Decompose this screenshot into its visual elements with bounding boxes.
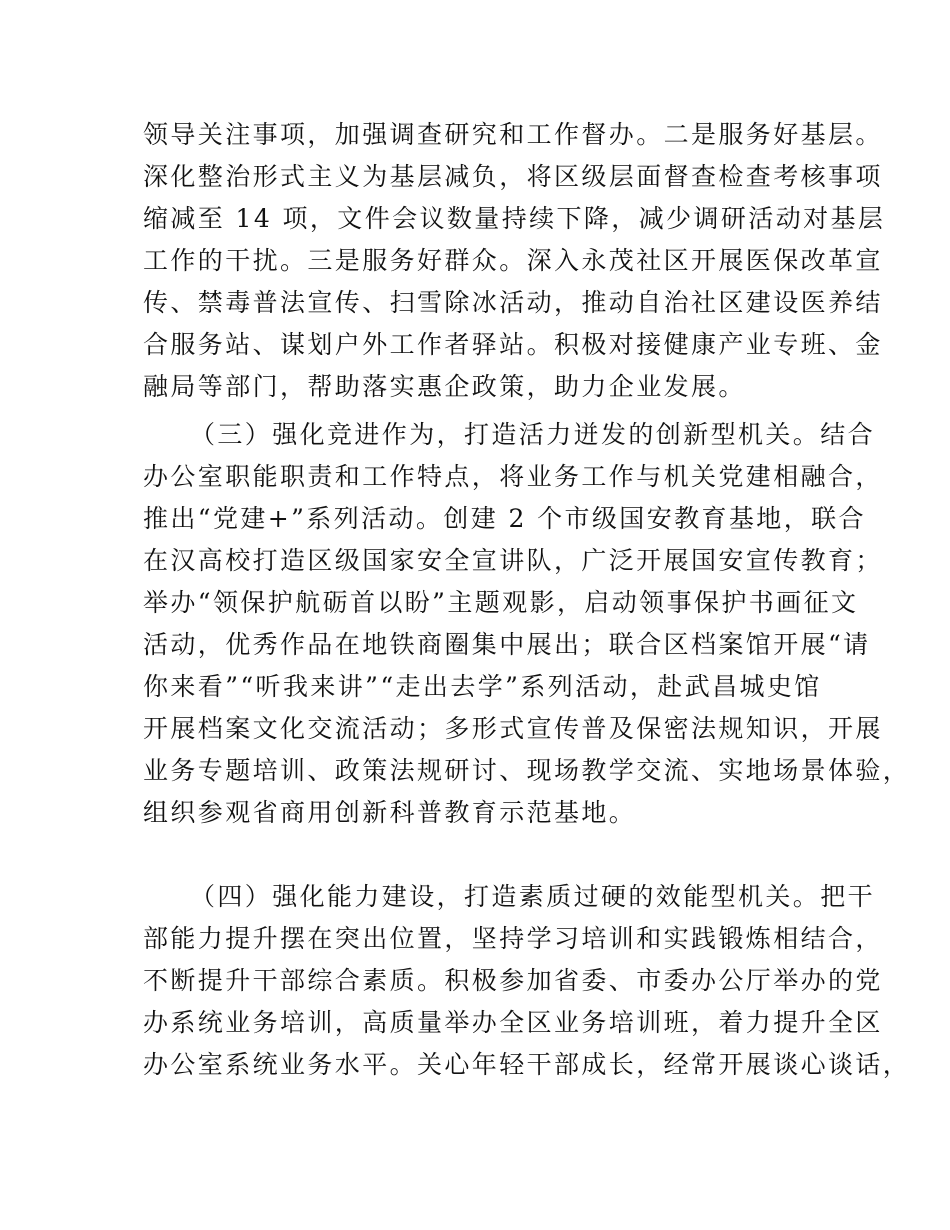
text-line: 深化整治形式主义为基层减负，将区级层面督查检查考核事项 <box>143 162 883 191</box>
text-line: 领导关注事项，加强调查研究和工作督办。二是服务好基层。 <box>143 120 883 149</box>
text-line: 在汉高校打造区级国家安全宣讲队，广泛开展国安宣传教育； <box>143 546 883 575</box>
paragraph-3-heading-line: （三）强化竞进作为，打造活力迸发的创新型机关。结合 <box>190 420 876 449</box>
text-line: 部能力提升摆在突出位置，坚持学习培训和实践锻炼相结合， <box>143 924 883 953</box>
text-line: 合服务站、谋划户外工作者驿站。积极对接健康产业专班、金 <box>143 330 883 359</box>
text-line: 组织参观省商用创新科普教育示范基地。 <box>143 798 637 827</box>
text-line: 不断提升干部综合素质。积极参加省委、市委办公厅举办的党 <box>143 966 883 995</box>
text-line: 缩减至 14 项，文件会议数量持续下降，减少调研活动对基层 <box>143 204 886 233</box>
text-line: 你来看”“听我来讲”“走出去学”系列活动，赴武昌城史馆 <box>143 672 822 701</box>
paragraph-4-heading-line: （四）强化能力建设，打造素质过硬的效能型机关。把干 <box>190 882 876 911</box>
text-line: 办公室职能职责和工作特点，将业务工作与机关党建相融合， <box>143 462 883 491</box>
text-line: 业务专题培训、政策法规研讨、现场教学交流、实地场景体验， <box>143 756 911 785</box>
text-line: 传、禁毒普法宣传、扫雪除冰活动，推动自治社区建设医养结 <box>143 288 883 317</box>
text-line: 推出“党建+”系列活动。创建 2 个市级国安教育基地，联合 <box>143 504 866 533</box>
text-line: 工作的干扰。三是服务好群众。深入永茂社区开展医保改革宣 <box>143 246 883 275</box>
text-line: 办系统业务培训，高质量举办全区业务培训班，着力提升全区 <box>143 1008 883 1037</box>
text-line: 举办“领保护航砺首以盼”主题观影，启动领事保护书画征文 <box>143 588 859 617</box>
text-line: 融局等部门，帮助落实惠企政策，助力企业发展。 <box>143 372 746 401</box>
text-line: 活动，优秀作品在地铁商圈集中展出；联合区档案馆开展“请 <box>143 630 871 659</box>
text-line: 办公室系统业务水平。关心年轻干部成长，经常开展谈心谈话， <box>143 1050 911 1079</box>
text-line: 开展档案文化交流活动；多形式宣传普及保密法规知识，开展 <box>143 714 883 743</box>
